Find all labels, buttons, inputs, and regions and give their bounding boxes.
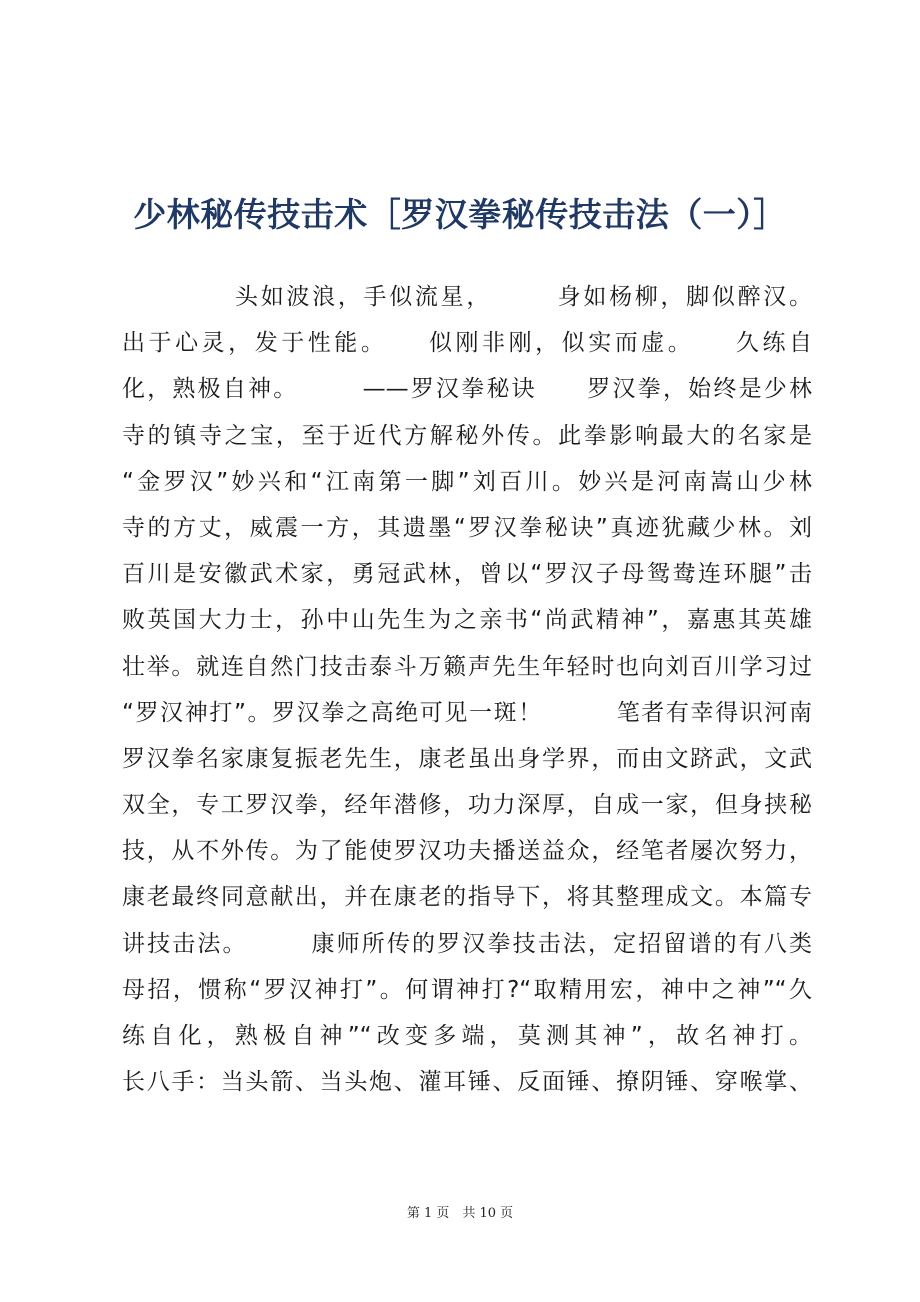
body-line: 壮举。就连自然门技击泰斗万籁声先生年轻时也向刘百川学习过: [122, 653, 812, 680]
page-number-footer: 第 1 页 共 10 页: [406, 1206, 514, 1221]
body-line: 败英国大力士，孙中山先生为之亲书“尚武精神”，嘉惠其英雄: [122, 607, 812, 634]
body-line: 寺的方丈，威震一方，其遗墨“罗汉拳秘诀”真迹犹藏少林。刘: [122, 514, 812, 541]
body-line: 罗汉拳名家康复振老先生，康老虽出身学界，而由文跻武，文武: [122, 745, 812, 772]
document-title: 少林秘传技击术［罗汉拳秘传技击法（一）］: [133, 195, 787, 234]
body-line: 母招，惯称“罗汉神打”。何谓神打?“取精用宏，神中之神”“久: [122, 976, 812, 1003]
body-line: 化，熟极自神。 ——罗汉拳秘诀 罗汉拳，始终是少林: [122, 376, 812, 403]
body-line: 练自化，熟极自神”“改变多端，莫测其神”，故名神打。: [122, 1023, 812, 1049]
body-line: 技，从不外传。为了能使罗汉功夫播送益众，经笔者屡次努力，: [122, 838, 812, 865]
body-line: “罗汉神打”。罗汉拳之高绝可见一斑！ 笔者有幸得识河南: [122, 699, 812, 726]
body-line: 双全，专工罗汉拳，经年潜修，功力深厚，自成一家，但身挟秘: [122, 792, 812, 819]
body-line: 头如波浪，手似流星， 身如杨柳，脚似醉汉。: [235, 284, 812, 310]
body-line: 寺的镇寺之宝，至于近代方解秘外传。此拳影响最大的名家是: [122, 422, 812, 449]
document-body: [122, 274, 812, 1105]
body-line: 讲技击法。 康师所传的罗汉拳技击法，定招留谱的有八类: [122, 930, 812, 957]
body-line: 出于心灵，发于性能。 似刚非刚，似实而虚。 久练自: [122, 330, 812, 357]
body-line: “金罗汉”妙兴和“江南第一脚”刘百川。妙兴是河南嵩山少林: [122, 468, 812, 495]
body-line: 百川是安徽武术家，勇冠武林，曾以“罗汉子母鸳鸯连环腿”击: [122, 561, 812, 588]
body-line: 康老最终同意献出，并在康老的指导下，将其整理成文。本篇专: [122, 884, 812, 911]
body-line: 长八手：当头箭、当头炮、灌耳锤、反面锤、撩阴锤、穿喉掌、: [122, 1069, 812, 1096]
